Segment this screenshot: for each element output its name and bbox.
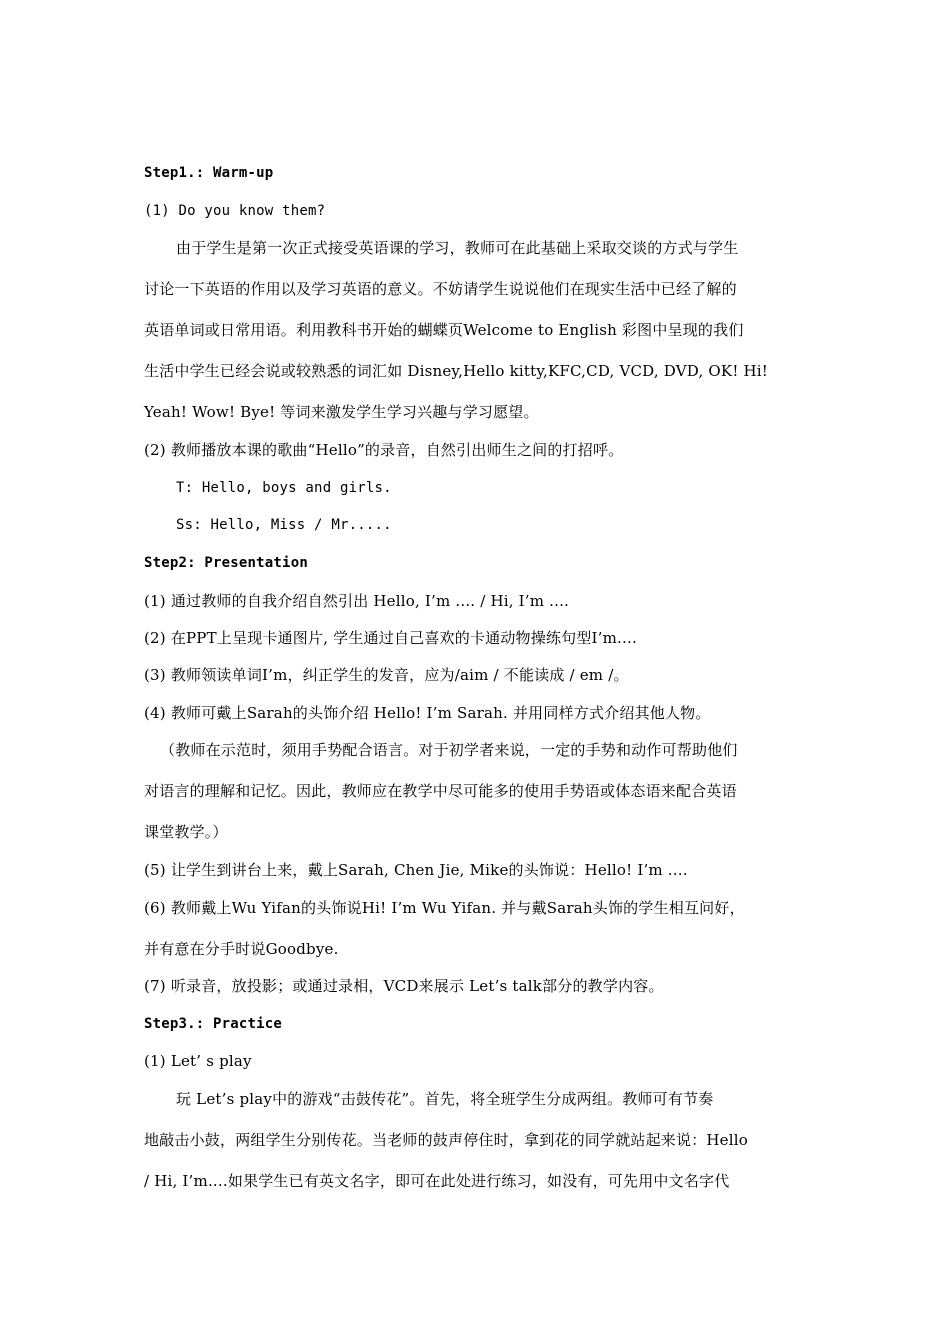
step1-para1-line2: 讨论一下英语的作用以及学习英语的意义。不妨请学生说说他们在现实生活中已经了解的 — [144, 280, 737, 298]
step1-item2: (2) 教师播放本课的歌曲“Hello”的录音，自然引出师生之间的打招呼。 — [144, 441, 624, 459]
step2-heading: Step2: Presentation — [144, 555, 308, 571]
step2-item3: (3) 教师领读单词I’m，纠正学生的发音，应为/aim / 不能读成 / em /。 — [144, 666, 629, 684]
step2-note-line1: （教师在示范时，须用手势配合语言。对于初学者来说，一定的手势和动作可帮助他们 — [160, 741, 738, 759]
step2-item5: (5) 让学生到讲台上来，戴上Sarah, Chen Jie, Mike的头饰说：Hello! I’m .... — [144, 861, 688, 879]
step2-item1: (1) 通过教师的自我介绍自然引出 Hello, I’m .... / Hi, I’m .... — [144, 592, 570, 610]
step1-para1-line3: 英语单词或日常用语。利用教科书开始的蝴蝶页Welcome to English 彩图中呈现的我们 — [144, 321, 744, 339]
step3-item1: (1) Let’ s play — [144, 1052, 252, 1070]
step1-dialog-t: T: Hello, boys and girls. — [176, 480, 392, 496]
step1-para1-line4: 生活中学生已经会说或较熟悉的词汇如 Disney,Hello kitty,KFC,CD, VCD, DVD, OK! Hi! — [144, 362, 769, 380]
step3-heading: Step3.: Practice — [144, 1016, 283, 1032]
step1-dialog-ss: Ss: Hello, Miss / Mr..... — [176, 517, 392, 533]
step2-note-line3: 课堂教学。） — [144, 823, 228, 841]
step3-para1-line2: 地敲击小鼓，两组学生分别传花。当老师的鼓声停住时，拿到花的同学就站起来说：Hello — [144, 1131, 748, 1149]
step2-item2: (2) 在PPT上呈现卡通图片, 学生通过自己喜欢的卡通动物操练句型I’m.... — [144, 629, 637, 647]
step1-para1-line1: 由于学生是第一次正式接受英语课的学习，教师可在此基础上采取交谈的方式与学生 — [176, 239, 739, 257]
step2-note-line2: 对语言的理解和记忆。因此，教师应在教学中尽可能多的使用手势语或体态语来配合英语 — [144, 782, 737, 800]
step2-item6-line1: (6) 教师戴上Wu Yifan的头饰说Hi! I’m Wu Yifan. 并与戴Sarah头饰的学生相互问好， — [144, 899, 745, 917]
step3-para1-line3: / Hi, I’m....如果学生已有英文名字，即可在此处进行练习，如没有，可先用中文名字代 — [144, 1172, 730, 1190]
step2-item7: (7) 听录音，放投影；或通过录相，VCD来展示 Let’s talk部分的教学内容。 — [144, 977, 664, 995]
step1-item1: (1) Do you know them? — [144, 203, 326, 219]
step2-item4: (4) 教师可戴上Sarah的头饰介绍 Hello! I’m Sarah. 并用同样方式介绍其他人物。 — [144, 704, 711, 722]
step3-para1-line1: 玩 Let’s play中的游戏“击鼓传花”。首先，将全班学生分成两组。教师可有节奏 — [176, 1090, 714, 1108]
step1-heading: Step1.: Warm-up — [144, 165, 274, 181]
step1-para1-line5: Yeah! Wow! Bye! 等词来激发学生学习兴趣与学习愿望。 — [144, 403, 539, 421]
step2-item6-line2: 并有意在分手时说Goodbye. — [144, 940, 339, 958]
